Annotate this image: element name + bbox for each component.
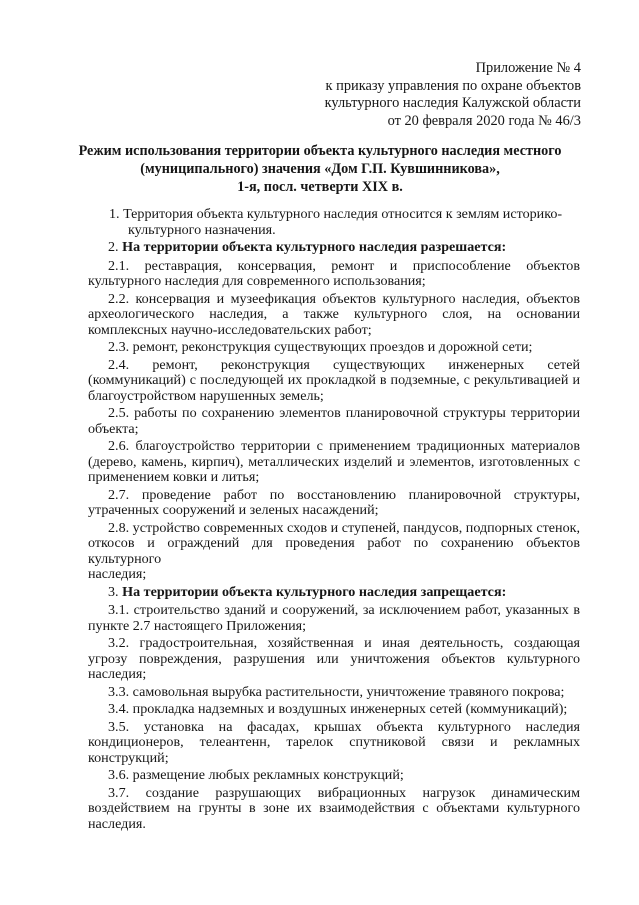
document-body: [88, 207, 580, 834]
appendix-date-line: от 20 февраля 2020 года № 46/3: [387, 112, 581, 129]
section-3-item: 3.1. строительство зданий и сооружений, за исключением работ, указанных в пункте 2.7 настоящего Приложения;: [88, 602, 580, 634]
section-3-heading-text: На территории объекта культурного наследия запрещается:: [122, 583, 507, 600]
section-3-item: 3.6. размещение любых рекламных конструкций;: [108, 767, 404, 783]
section-1-text: 1. Территория объекта культурного наследия относится к землям историко-культурного назначения.: [109, 206, 563, 238]
section-2-item-tail: наследия;: [88, 566, 147, 582]
title-line-2: (муниципального) значения «Дом Г.П. Кувшинникова»,: [140, 160, 500, 177]
section-3-item: 3.3. самовольная вырубка растительности, уничтожение травяного покрова;: [108, 683, 565, 700]
appendix-number: Приложение № 4: [475, 60, 581, 76]
title-line-1: Режим использования территории объекта культурного наследия местного: [78, 143, 562, 159]
section-2-item: 2.1. реставрация, консервация, ремонт и приспособление объектов культурного наследия для современного использования;: [88, 257, 580, 289]
appendix-authority-line: культурного наследия Калужской области: [324, 95, 581, 112]
section-2-item: 2.2. консервация и музеефикация объектов культурного наследия, объектов археологического наследия, а также культурного слоя, на основании комплексных научно-исследовательских работ;: [88, 290, 580, 338]
section-3-item: 3.7. создание разрушающих вибрационных нагрузок динамическим воздействием на грунты в зоне их взаимодействия с объектами культурного наследия.: [88, 784, 580, 832]
section-2-item: 2.8. устройство современных сходов и ступеней, пандусов, подпорных стенок, откосов и ограждений для проведения работ по сохранению объектов культурного: [88, 519, 580, 567]
section-3-heading: [88, 585, 580, 601]
section-3-item: 3.4. прокладка надземных и воздушных инженерных сетей (коммуникаций);: [108, 701, 568, 717]
title-line-3: 1-я, посл. четверти XIX в.: [237, 178, 403, 195]
document-title: [60, 143, 580, 196]
section-2-item: 2.4. ремонт, реконструкция существующих инженерных сетей (коммуникаций) с последующей их прокладкой в подземные, с рекультивацией и благоустройством нарушенных земель;: [88, 356, 580, 404]
section-2-item: 2.5. работы по сохранению элементов планировочной структуры территории объекта;: [88, 405, 580, 437]
section-2-item: 2.7. проведение работ по восстановлению планировочной структуры, утраченных сооружений и зеленых насаждений;: [88, 486, 580, 518]
section-2-number: 2.: [108, 239, 119, 255]
section-3-item: 3.2. градостроительная, хозяйственная и иная деятельность, создающая угрозу повреждения, разрушения или уничтожения объектов культурного наследия;: [88, 635, 580, 682]
appendix-reference: [261, 60, 581, 130]
section-2-heading: [88, 240, 580, 256]
section-2-item: 2.6. благоустройство территории с применением традиционных материалов (дерево, камень, кирпич), металлических изделий и элементов, изготовленных с применением ковки и литья;: [88, 438, 580, 485]
section-2-heading-text: На территории объекта культурного наследия разрешается:: [122, 239, 507, 255]
appendix-order-line: к приказу управления по охране объектов: [325, 77, 581, 94]
section-3-number: 3.: [108, 583, 119, 600]
section-3-item: 3.5. установка на фасадах, крышах объекта культурного наследия кондиционеров, телеантенн, тарелок спутниковой связи и рекламных конструкций;: [88, 718, 580, 766]
section-2-item: 2.3. ремонт, реконструкция существующих проездов и дорожной сети;: [108, 339, 533, 355]
